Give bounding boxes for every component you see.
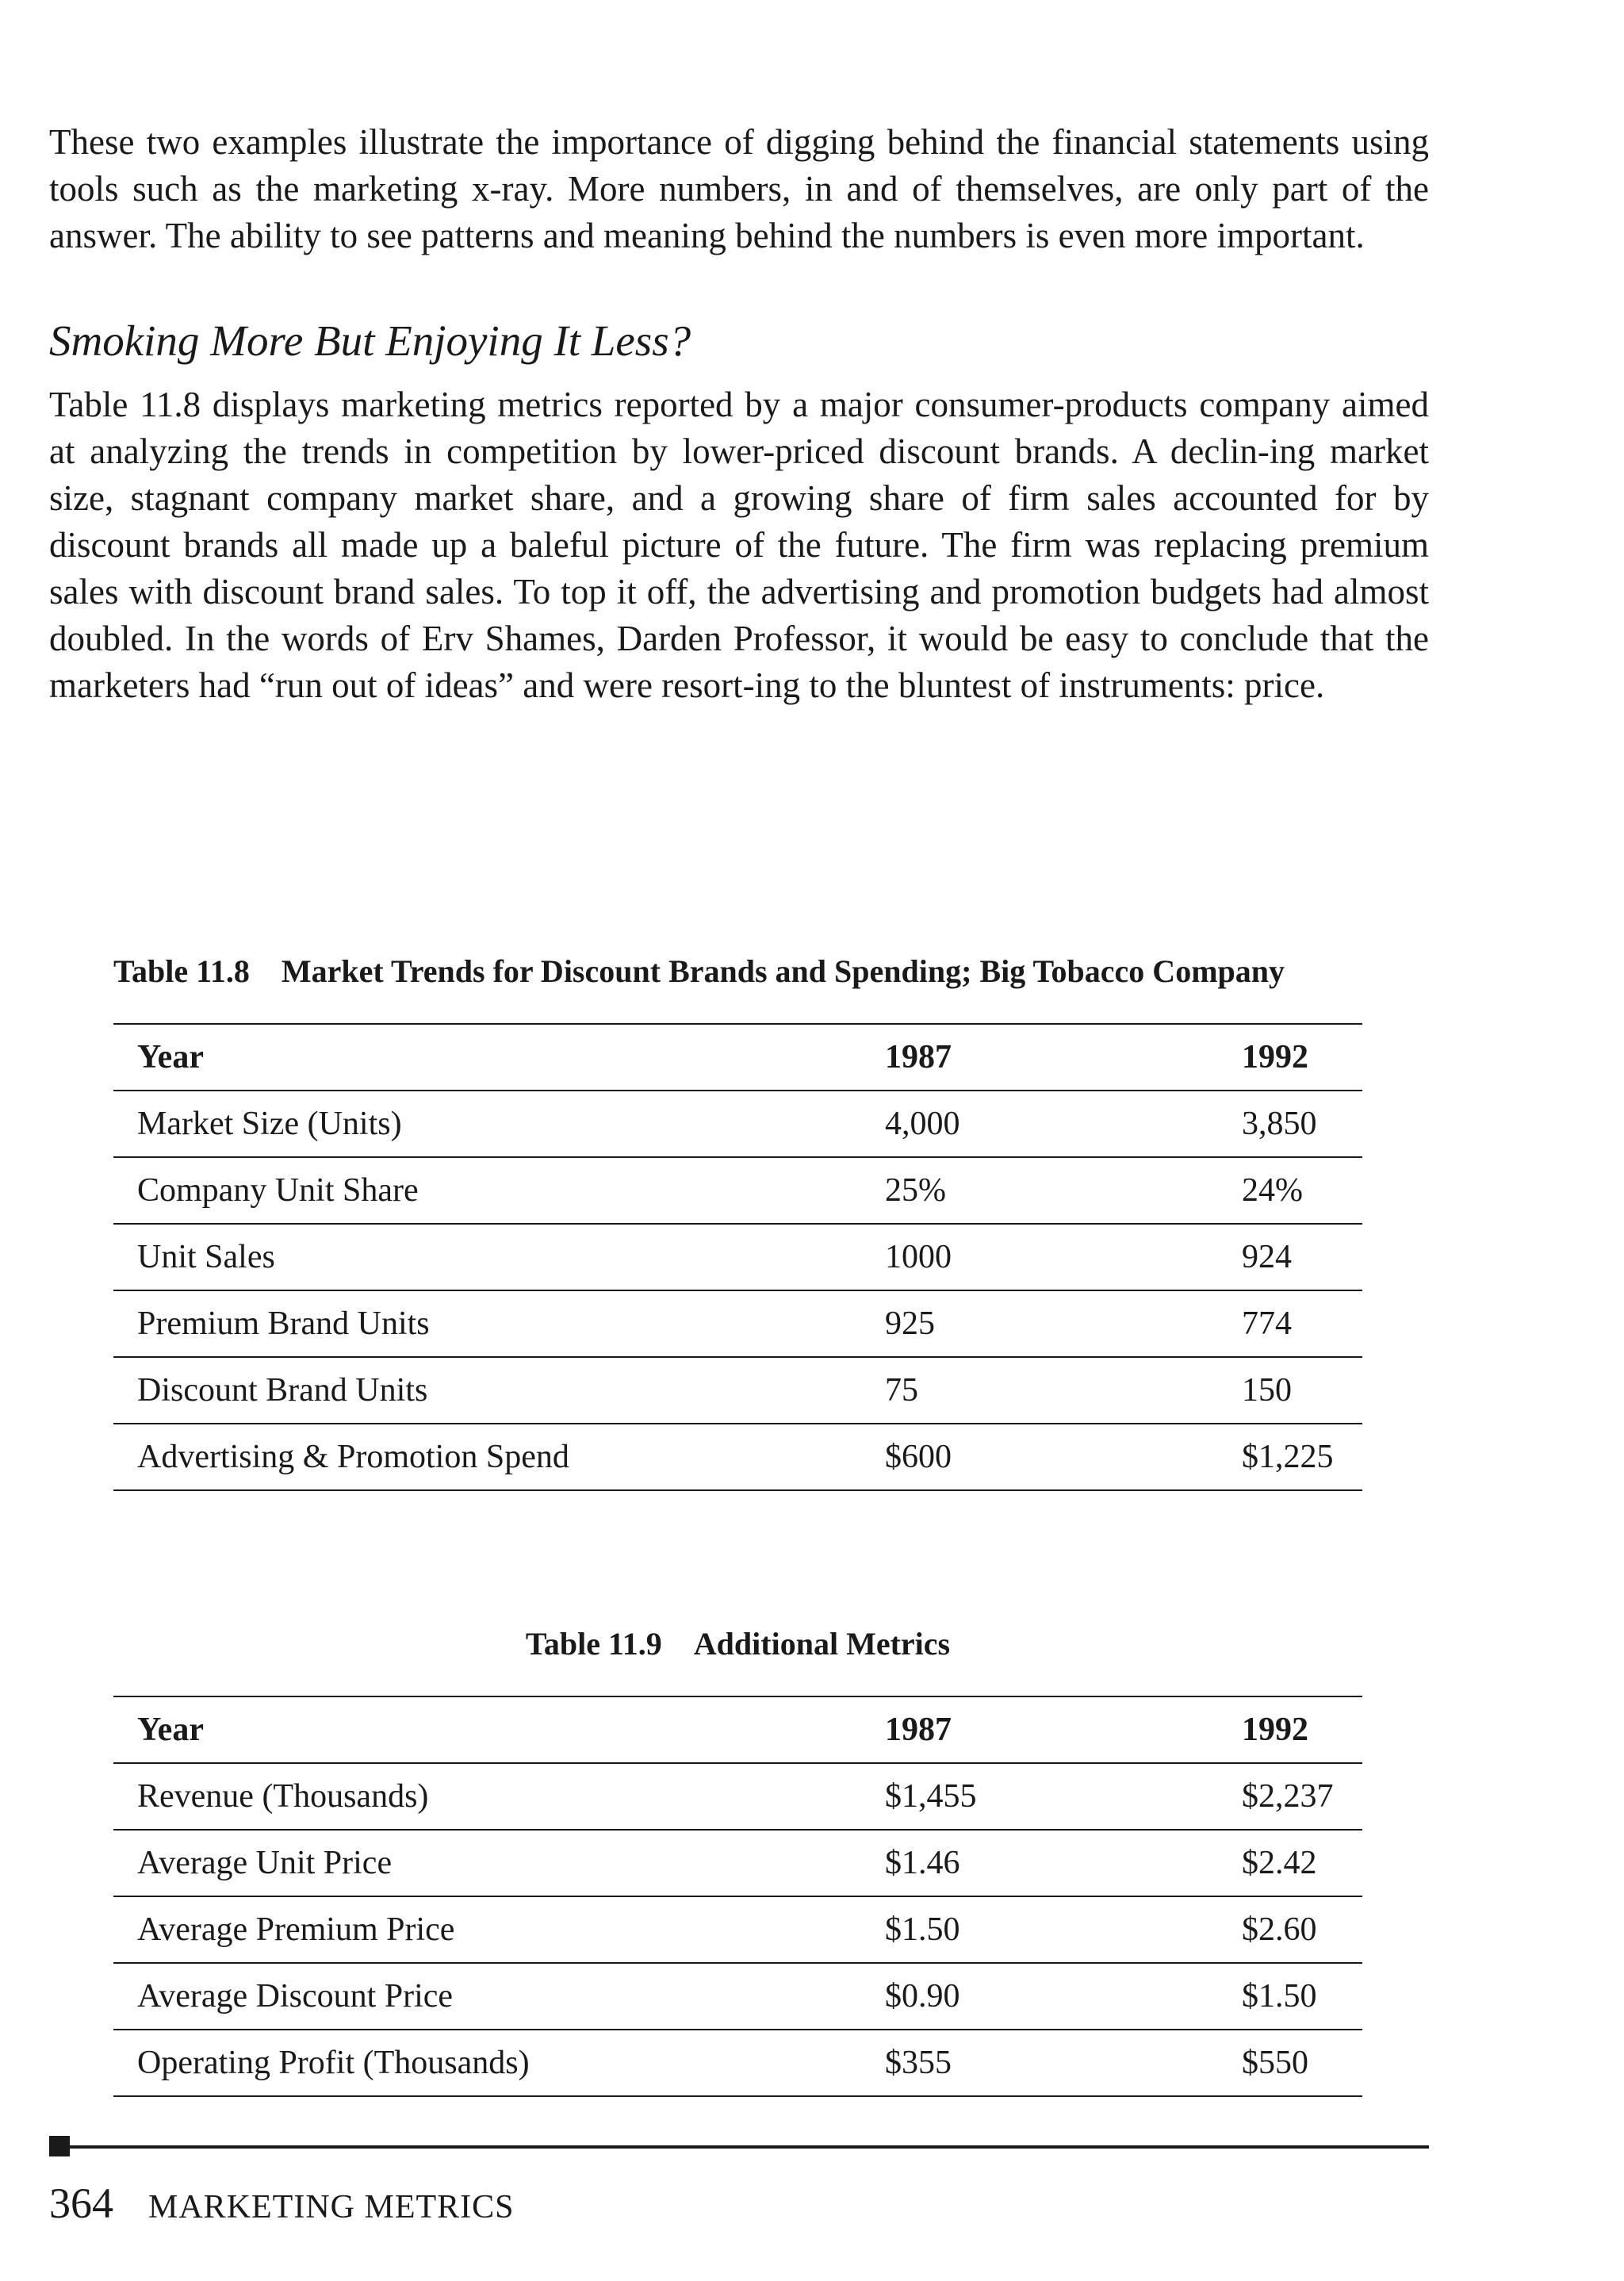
table-row — [113, 1763, 1362, 1830]
table-row — [113, 1157, 1362, 1224]
page-content — [49, 119, 1429, 709]
row-label-cell: Average Unit Price — [113, 1830, 885, 1896]
running-title: MARKETING METRICS — [148, 2189, 515, 2225]
row-label-cell: Average Discount Price — [113, 1963, 885, 2030]
table-row — [113, 1424, 1362, 1490]
table-header-cell: 1992 — [1242, 1696, 1362, 1763]
row-label-cell: Advertising & Promotion Spend — [113, 1424, 885, 1490]
table-row — [113, 1091, 1362, 1157]
table-header-row — [113, 1024, 1362, 1091]
table-row — [113, 1963, 1362, 2030]
row-label-cell: Unit Sales — [113, 1224, 885, 1290]
row-label-cell: Market Size (Units) — [113, 1091, 885, 1157]
row-label-cell: Company Unit Share — [113, 1157, 885, 1224]
value-cell: $1.46 — [885, 1830, 1242, 1896]
table-caption — [113, 1624, 1362, 1664]
table-header-cell: 1987 — [885, 1696, 1242, 1763]
table-header-cell: Year — [113, 1024, 885, 1091]
value-cell: $2.60 — [1242, 1896, 1362, 1963]
table-header-cell: Year — [113, 1696, 885, 1763]
table-row — [113, 1357, 1362, 1424]
table-11-9 — [113, 1624, 1362, 2097]
value-cell: 1000 — [885, 1224, 1242, 1290]
section-heading: Smoking More But Enjoying It Less? — [49, 316, 691, 365]
value-cell: 4,000 — [885, 1091, 1242, 1157]
table-header-cell: 1992 — [1242, 1024, 1362, 1091]
value-cell: 25% — [885, 1157, 1242, 1224]
table-number: Table 11.9 — [525, 1626, 662, 1662]
page-footer — [49, 2179, 515, 2231]
value-cell: 924 — [1242, 1224, 1362, 1290]
value-cell: $600 — [885, 1424, 1242, 1490]
table-header-cell: 1987 — [885, 1024, 1242, 1091]
data-table — [113, 1023, 1362, 1491]
row-label-cell: Revenue (Thousands) — [113, 1763, 885, 1830]
value-cell: $1,225 — [1242, 1424, 1362, 1490]
value-cell: $2,237 — [1242, 1763, 1362, 1830]
table-row — [113, 1830, 1362, 1896]
table-row — [113, 2030, 1362, 2096]
table-title: Additional Metrics — [693, 1626, 951, 1662]
table-11-8 — [113, 952, 1362, 1491]
section-paragraph: Table 11.8 displays marketing metrics reported by a major consumer-products company aimed at analyzing the trends in competition by lower-priced discount brands. A declin-ing market size, stagnant company market share, and a growing share of firm sales accounted for by discount brands all made up a baleful picture of the future. The firm was replacing premium sales with discount brand sales. To top it off, the advertising and promotion budgets had almost doubled. In the words of Erv Shames, Darden Professor, it would be easy to conclude that the marketers had “run out of ideas” and were resort-ing to the bluntest of instruments: price. — [49, 385, 1429, 705]
value-cell: $2.42 — [1242, 1830, 1362, 1896]
value-cell: 774 — [1242, 1290, 1362, 1357]
table-caption — [113, 952, 1362, 991]
intro-paragraph: These two examples illustrate the importance of digging behind the financial statements using tools such as the marketing x-ray. More numbers, in and of themselves, are only part of the answer. The ability to see patterns and meaning behind the numbers is even more important. — [49, 122, 1429, 255]
row-label-cell: Premium Brand Units — [113, 1290, 885, 1357]
table-row — [113, 1896, 1362, 1963]
table-title: Market Trends for Discount Brands and Spending; Big Tobacco Company — [281, 953, 1285, 989]
value-cell: 3,850 — [1242, 1091, 1362, 1157]
row-label-cell: Operating Profit (Thousands) — [113, 2030, 885, 2096]
value-cell: $1.50 — [1242, 1963, 1362, 2030]
value-cell: 150 — [1242, 1357, 1362, 1424]
value-cell: 75 — [885, 1357, 1242, 1424]
table-number: Table 11.8 — [113, 953, 250, 989]
value-cell: $550 — [1242, 2030, 1362, 2096]
value-cell: 925 — [885, 1290, 1242, 1357]
value-cell: $0.90 — [885, 1963, 1242, 2030]
row-label-cell: Average Premium Price — [113, 1896, 885, 1963]
page-number: 364 — [49, 2179, 113, 2227]
value-cell: $355 — [885, 2030, 1242, 2096]
value-cell: $1,455 — [885, 1763, 1242, 1830]
value-cell: $1.50 — [885, 1896, 1242, 1963]
table-row — [113, 1290, 1362, 1357]
data-table — [113, 1696, 1362, 2097]
table-row — [113, 1224, 1362, 1290]
table-header-row — [113, 1696, 1362, 1763]
footer-rule — [49, 2145, 1429, 2149]
value-cell: 24% — [1242, 1157, 1362, 1224]
row-label-cell: Discount Brand Units — [113, 1357, 885, 1424]
